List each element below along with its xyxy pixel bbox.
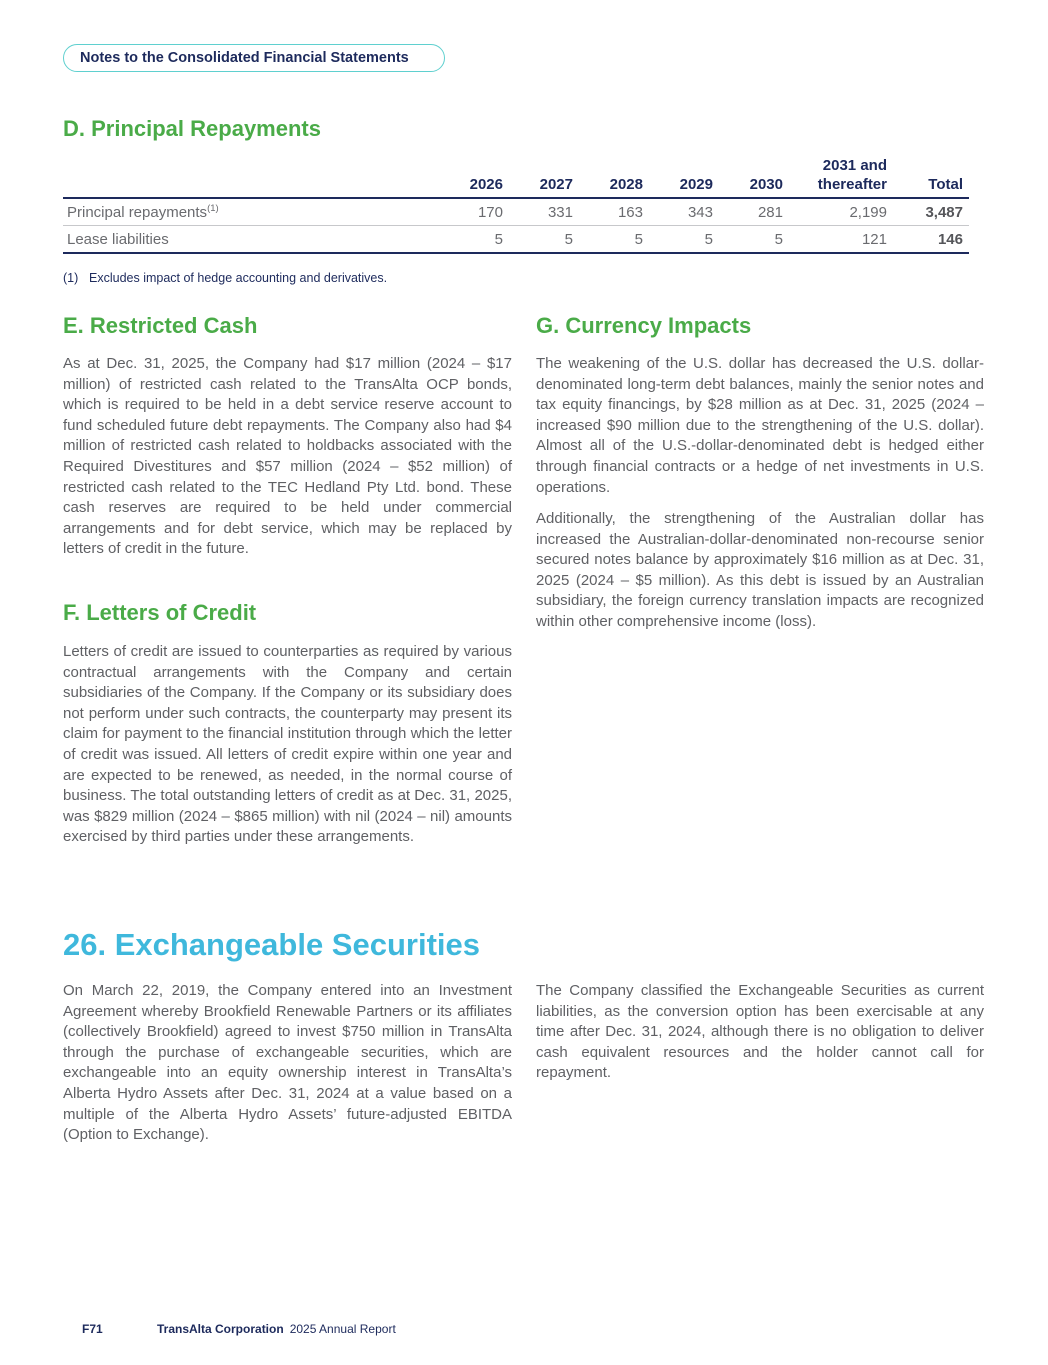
cell-total: 146 — [893, 226, 969, 254]
company-name: TransAlta Corporation — [157, 1322, 284, 1336]
row-label: Principal repayments$^{(1)}$ — [63, 198, 437, 226]
table-row — [63, 198, 969, 226]
cell-2031-thereafter: 121 — [789, 226, 893, 254]
exchangeable-securities-body-left: On March 22, 2019, the Company entered into an Investment Agreement whereby Brookfield Renewable Partners or its affiliates (collectively Brookfield) agreed to invest $750 million in TransAlta through the purchase of exchangeable securities, which are exchangeable into an equity ownership interest in TransAlta’s Alberta Hydro Assets after Dec. 31, 2024 at a value based on a multiple of the Alberta Hydro Assets’ future-adjusted EBITDA (Option to Exchange). — [63, 982, 512, 1144]
cell-2028: 163 — [579, 198, 649, 226]
cell-2030: 5 — [719, 226, 789, 254]
footnote-number: (1) — [63, 271, 79, 285]
col-2027: 2027 — [509, 156, 579, 198]
col-2026: 2026 — [437, 156, 509, 198]
section-label-pill — [63, 44, 445, 72]
cell-2027: 5 — [509, 226, 579, 254]
col-2031-line2: thereafter — [817, 176, 887, 193]
col-2031-line1: 2031 and — [822, 157, 887, 174]
footnote-text: Excludes impact of hedge accounting and derivatives. — [89, 271, 388, 285]
table-header-row — [63, 156, 969, 198]
cell-2029: 5 — [649, 226, 719, 254]
cell-2026: 170 — [437, 198, 509, 226]
cell-2031-thereafter: 2,199 — [789, 198, 893, 226]
cell-2027: 331 — [509, 198, 579, 226]
col-2028: 2028 — [579, 156, 649, 198]
col-total: Total — [893, 156, 969, 198]
letters-of-credit-heading: F. Letters of Credit — [63, 600, 257, 625]
header-blank — [63, 156, 437, 198]
col-2031-thereafter — [789, 156, 893, 198]
restricted-cash-heading: E. Restricted Cash — [63, 313, 258, 338]
currency-impacts-body-1: The weakening of the U.S. dollar has decreased the U.S. dollar-denominated long-term debt balances, mainly the senior notes and tax equity financings, by $28 million as at Dec. 31, 2025 (2024 – increased $90 million due to the strengthening of the U.S. dollar). Almost all of the U.S.-dollar-denominated debt is hedged either through financial contracts or a hedge of net investments in U.S. operations. — [536, 355, 984, 496]
principal-repayments-table — [63, 156, 969, 254]
exchangeable-securities-heading: 26. Exchangeable Securities — [63, 927, 480, 962]
col-2029: 2029 — [649, 156, 719, 198]
currency-impacts-body-2: Additionally, the strengthening of the Australian dollar has increased the Australian-dollar-denominated non-recourse senior secured notes balance by approximately $16 million as at Dec. 31, 2025 (2024 – $5 million). As this debt is issued by an Australian subsidiary, the foreign currency translation impacts are recognized within other comprehensive income (loss). — [536, 510, 984, 630]
row-label: Lease liabilities — [63, 226, 437, 254]
cell-total: 3,487 — [893, 198, 969, 226]
report-name: 2025 Annual Report — [289, 1322, 396, 1336]
table-row — [63, 226, 969, 254]
table-footnote — [63, 271, 387, 285]
cell-2026: 5 — [437, 226, 509, 254]
restricted-cash-body: As at Dec. 31, 2025, the Company had $17 million (2024 – $17 million) of restricted cash related to the TransAlta OCP bonds, which is required to be held in a debt service reserve account to fund scheduled future debt repayments. The Company also had $4 million of restricted cash related to holdbacks associated with the Required Divestitures and $57 million (2024 – $52 million) of restricted cash related to the TEC Hedland Pty Ltd. bond. These cash reserves are required to be held under commercial arrangements and for debt service, which may be replaced by letters of credit in the future. — [63, 355, 512, 558]
page-footer — [82, 1322, 396, 1336]
cell-2030: 281 — [719, 198, 789, 226]
section-label: Notes to the Consolidated Financial Statements — [80, 50, 409, 66]
col-2030: 2030 — [719, 156, 789, 198]
cell-2029: 343 — [649, 198, 719, 226]
page-number: F71 — [82, 1322, 103, 1336]
exchangeable-securities-body-right: The Company classified the Exchangeable Securities as current liabilities, as the conversion option has been exercisable at any time after Dec. 31, 2024, although there is no obligation to deliver cash equivalent resources and the holder cannot call for repayment. — [536, 982, 984, 1082]
currency-impacts-heading: G. Currency Impacts — [536, 313, 752, 338]
letters-of-credit-body: Letters of credit are issued to counterparties as required by various contractual arrangements with the Company and certain subsidiaries of the Company. If the Company or its subsidiary does not perform under such contracts, the counterparty may present its claim for payment to the financial institution through which the letter of credit was issued. All letters of credit expire within one year and are expected to be renewed, as needed, in the normal course of business. The total outstanding letters of credit as at Dec. 31, 2025, was $829 million (2024 – $865 million) with nil (2024 – nil) amounts exercised by third parties under these arrangements. — [63, 643, 512, 846]
cell-2028: 5 — [579, 226, 649, 254]
principal-repayments-heading: D. Principal Repayments — [63, 116, 321, 141]
footnote-ref: (1) — [207, 203, 219, 214]
